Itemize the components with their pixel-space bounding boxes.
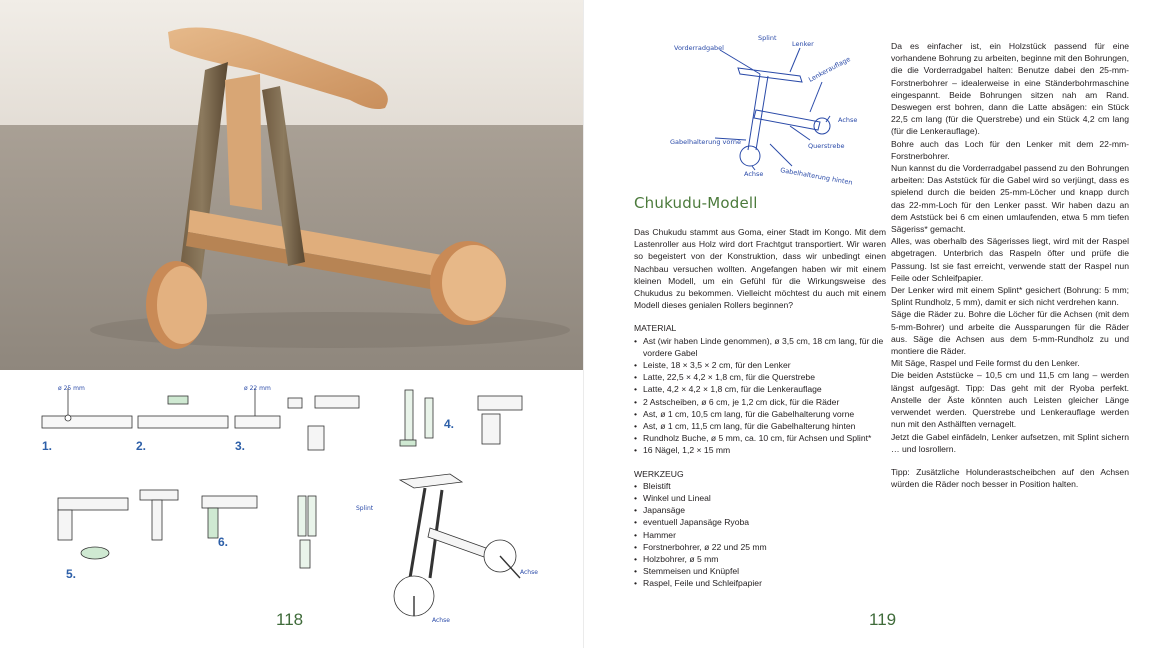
step-2-number: 2. (136, 439, 147, 453)
sketch-label-splint: Splint (758, 34, 777, 42)
achse-label-rear: Achse (520, 569, 538, 576)
sketch-label-lenker: Lenker (792, 40, 814, 48)
material-item: • Leiste, 18 × 3,5 × 2 cm, für den Lenker (643, 359, 886, 371)
material-item: • Latte, 4,2 × 4,2 × 1,8 cm, für die Lenkerauflage (643, 383, 886, 395)
tool-item: • Winkel und Lineal (643, 492, 886, 504)
instruction-paragraph: Jetzt die Gabel einfädeln, Lenker aufsetzen, mit Splint sichern … und losrollern. (891, 431, 1129, 454)
step1-drill-label: ø 25 mm (58, 385, 85, 392)
step-1-number: 1. (42, 439, 53, 453)
tool-item: • Raspel, Feile und Schleifpapier (643, 577, 886, 589)
sketch-label-gabelhalterung-vorne: Gabelhalterung vorne (670, 138, 742, 146)
tool-item: • eventuell Japansäge Ryoba (643, 516, 886, 528)
left-page (0, 0, 584, 648)
tip-paragraph: Tipp: Zusätzliche Holunderastscheibchen auf den Achsen würden die Räder noch besser in Position halten. (891, 466, 1129, 490)
material-heading: MATERIAL (634, 323, 677, 334)
sketch-label-achse-bottom: Achse (744, 170, 764, 178)
instruction-paragraph: Bohre auch das Loch für den Lenker mit dem 22-mm-Forstnerbohrer. (891, 138, 1129, 161)
step-5-number: 5. (66, 567, 77, 581)
material-item: • 2 Astscheiben, ø 6 cm, je 1,2 cm dick, für die Räder (643, 396, 886, 408)
step-6-number: 6. (218, 535, 229, 549)
chukudu-model-photo (0, 0, 584, 370)
tool-item: • Forstnerbohrer, ø 22 und 25 mm (643, 541, 886, 553)
step3-drill-label: ø 22 mm (244, 385, 271, 392)
sketch-label-gabelhalterung-hinten: Gabelhalterung hinten (779, 166, 854, 187)
sketch-label-lenkerauflage: Lenkerauflage (807, 55, 852, 84)
section-heading: Chukudu-Modell (634, 194, 758, 212)
achse-label-front: Achse (432, 617, 450, 624)
tools-list (634, 480, 886, 590)
material-item: • Ast, ø 1 cm, 11,5 cm lang, für die Gabelhalterung hinten (643, 420, 886, 432)
material-item: • Ast, ø 1 cm, 10,5 cm lang, für die Gabelhalterung vorne (643, 408, 886, 420)
instruction-paragraph: Der Lenker wird mit einem Splint* gesichert (Bohrung: 5 mm; Splint Rundholz, 5 mm), damit er sich nicht verdrehen kann. (891, 285, 1129, 308)
sketch-label-achse-top: Achse (838, 116, 858, 124)
sketch-label-vorderradgabel: Vorderradgabel (674, 44, 724, 52)
material-item: • Rundholz Buche, ø 5 mm, ca. 10 cm, für Achsen und Splint* (643, 432, 886, 444)
intro-paragraph: Das Chukudu stammt aus Goma, einer Stadt im Kongo. Mit dem Lastenroller aus Holz wird dort Frachtgut transportiert. Wir waren so begeistert von der Konstruktion, dass wir unbedingt einen Nachbau versuchen wollten. Angefangen haben wir mit einem kleinen Modell, um ein Gefühl für die Wirkungsweise des Chukudus zu bekommen. Vielleicht möchtest du auch mit einem Modell dieses genialen Rollers beginnen? (634, 227, 886, 311)
material-item: • 16 Nägel, 1,2 × 15 mm (643, 444, 886, 456)
page-number-left: 118 (276, 610, 304, 629)
instruction-paragraph: Alles, was oberhalb des Sägerisses liegt, wird mit der Raspel abgetragen. Unterbrich das Raspeln öfter und prüfe die Passung. Ist sie fast erreicht, verwende statt der Raspel nun Feile oder Schleifpapier. (891, 236, 1129, 283)
splint-label: Splint (356, 505, 374, 512)
tool-item: • Hammer (643, 529, 886, 541)
page-number-right: 119 (869, 610, 897, 629)
instruction-paragraph: Mit Säge, Raspel und Feile formst du den Lenker. (891, 358, 1080, 369)
tool-item: • Holzbohrer, ø 5 mm (643, 553, 886, 565)
instruction-paragraph: Nun kannst du die Vorderradgabel passend zu den Bohrungen arbeiten: Das Aststück für die Gabel wird so verjüngt, dass es spielend durch die beiden 25-mm-Löcher und knapp durch das 22-mm-Loch für den Lenker passt. Wir haben dazu an dem Aststück bei 6 cm einen umlaufenden, etwa 5 mm tiefen Sägeriss* gemacht. (891, 163, 1129, 235)
material-list (634, 335, 886, 457)
labeled-scooter-sketch (660, 30, 880, 190)
step-4-number: 4. (444, 417, 455, 431)
material-item: • Latte, 22,5 × 4,2 × 1,8 cm, für die Querstrebe (643, 371, 886, 383)
tool-item: • Stemmeisen und Knüpfel (643, 565, 886, 577)
instruction-paragraph: Säge die Räder zu. Bohre die Löcher für die Achsen (mit dem 5-mm-Bohrer) und arbeite die Aussparungen für die Räder aus. Säge die Achsen aus dem 5-mm-Rundholz zu und montiere die Räder. (891, 309, 1129, 357)
text-column-middle (634, 226, 886, 590)
tools-heading: WERKZEUG (634, 468, 684, 479)
instruction-paragraph: Da es einfacher ist, ein Holzstück passend für eine vorhandene Bohrung zu arbeiten, beginne mit den Bohrungen, die die Vorderradgabel halten: Benutze dabei den 25-mm-Forstnerbohrer – idealerweise in eine Ständerbohrmaschine eingespannt. Beide Bohrungen sitzen nah am Rand. Deswegen erst bohren, dann die Latte absägen: ein Stück 22,5 cm lang (für die Querstrebe) und ein Stück 4,2 cm lang (für die Lenkerauflage). (891, 41, 1129, 137)
tool-item: • Japansäge (643, 504, 886, 516)
step-3-number: 3. (235, 439, 246, 453)
sketch-label-querstrebe: Querstrebe (808, 142, 845, 150)
tool-item: • Bleistift (643, 480, 886, 492)
instruction-paragraph: Die beiden Aststücke – 10,5 cm und 11,5 cm lang – werden längst aufgesägt. Tipp: Das geht mit der Ryoba perfekt. Anstelle der Äste könnten auch Leisten gleicher Länge verwendet werden. Querstrebe und Lenkerauflage werden nun mit den Asthälften vernagelt. (891, 370, 1129, 430)
text-column-right (891, 40, 1129, 490)
material-item: • Ast (wir haben Linde genommen), ø 3,5 cm, 18 cm lang, für die vordere Gabel (643, 335, 886, 359)
